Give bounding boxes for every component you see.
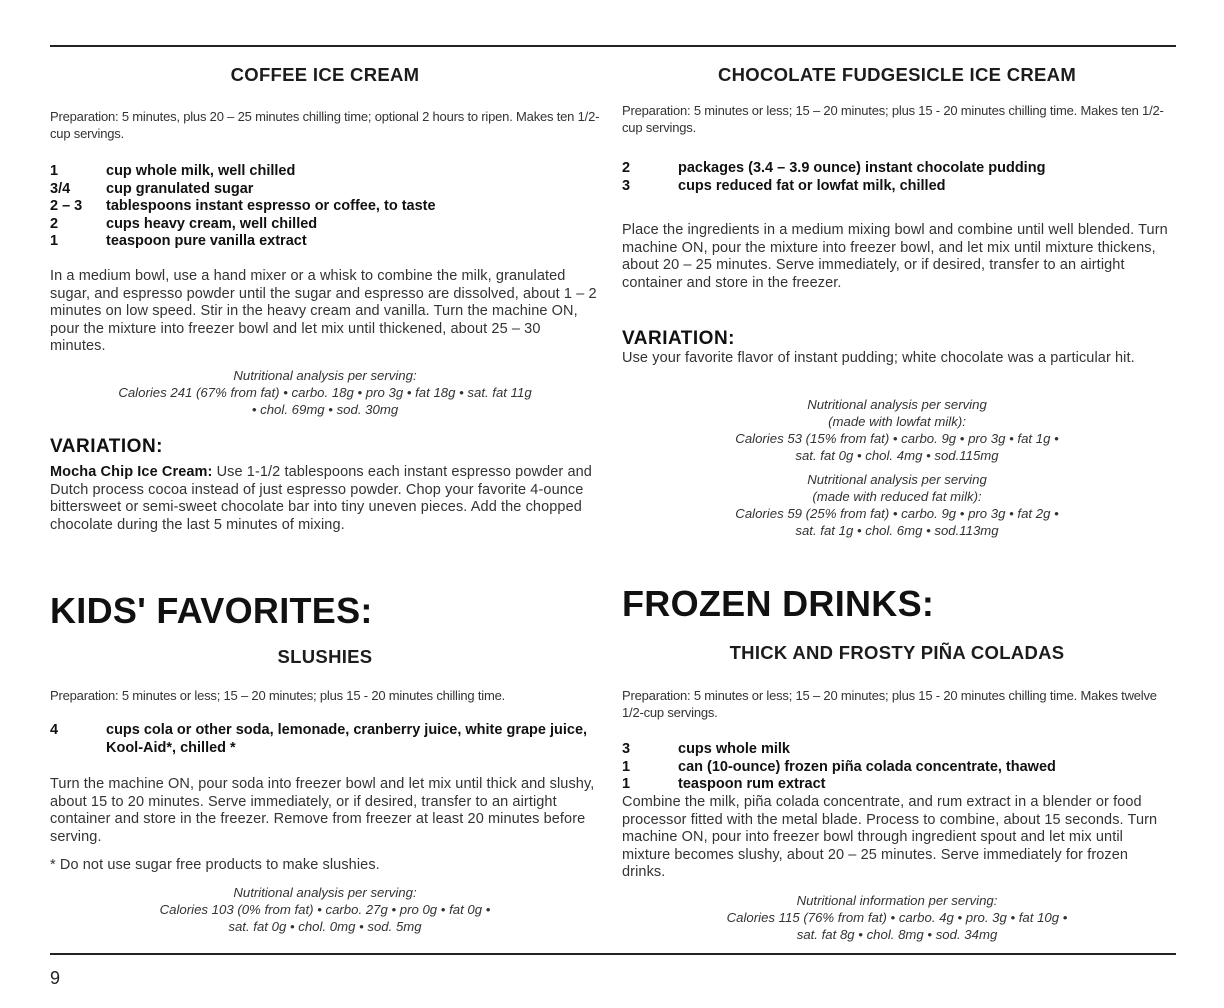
pina-coladas-prep: Preparation: 5 minutes or less; 15 – 20 minutes; plus 15 - 20 minutes chilling time. Makes twelve 1/2-cup servings. (622, 688, 1157, 720)
ingredient-row (50, 722, 600, 757)
coffee-variation-heading: VARIATION: (50, 436, 164, 457)
bottom-rule (50, 953, 1176, 955)
ingredient-item: teaspoon rum extract (678, 776, 826, 792)
ingredient-row (622, 759, 1172, 777)
coffee-prep: Preparation: 5 minutes, plus 20 – 25 minutes chilling time; optional 2 hours to ripen. Makes ten 1/2-cup servings. (50, 109, 600, 141)
ingredient-item: teaspoon pure vanilla extract (106, 233, 307, 249)
pina-coladas-ingredients (622, 741, 1172, 794)
nutrition-line: Calories 103 (0% from fat) • carbo. 27g • pro 0g • fat 0g • (159, 902, 491, 917)
ingredient-qty: 3 (622, 741, 631, 757)
ingredient-item: cups cola or other soda, lemonade, cranberry juice, white grape juice, Kool-Aid*, chilled * (106, 722, 588, 756)
variation-description: Use 1-1/2 tablespoons each instant espresso powder and Dutch process cocoa instead of just espresso powder. Chop your favorite 4-ounce bittersweet or semi-sweet chocolate bar into tiny uneven pieces. Add the chopped chocolate during the last 5 minutes of mixing. (50, 464, 592, 533)
nutrition-line: Calories 241 (67% from fat) • carbo. 18g • pro 3g • fat 18g • sat. fat 11g (118, 385, 532, 400)
ingredient-qty: 1 (622, 758, 631, 775)
ingredient-item: cups heavy cream, well chilled (106, 215, 318, 232)
fudgesicle-variation-text: Use your favorite flavor of instant pudding; white chocolate was a particular hit. (622, 350, 1135, 366)
nutrition-heading: Nutritional analysis per serving (807, 472, 987, 487)
nutrition-line: sat. fat 1g • chol. 6mg • sod.113mg (795, 523, 999, 538)
nutrition-line: • chol. 69mg • sod. 30mg (251, 402, 399, 417)
ingredient-qty: 2 – 3 (50, 198, 83, 214)
fudgesicle-variation-heading: VARIATION: (622, 328, 736, 349)
nutrition-heading: Nutritional information per serving: (796, 893, 998, 908)
slushies-nutrition (50, 884, 600, 935)
page-number: 9 (50, 968, 61, 988)
ingredient-item: cups whole milk (678, 741, 790, 757)
fudgesicle-instructions: Place the ingredients in a medium mixing bowl and combine until well blended. Turn machine ON, pour the mixture into freezer bowl, and let mix until mixture thickens, about 20 – 25 minutes. Serve immediately, or if desired, transfer to an airtight container and store in the freezer. (622, 222, 1168, 291)
nutrition-subheading: (made with reduced fat milk): (812, 489, 982, 504)
nutrition-line: sat. fat 0g • chol. 4mg • sod.115mg (795, 448, 999, 463)
coffee-ingredients (50, 163, 600, 251)
nutrition-line: sat. fat 8g • chol. 8mg • sod. 34mg (796, 927, 998, 942)
slushies-ingredients (50, 722, 600, 757)
slushies-prep: Preparation: 5 minutes or less; 15 – 20 minutes; plus 15 - 20 minutes chilling time. (50, 688, 506, 703)
right-column (622, 0, 1172, 960)
slushies-title: SLUSHIES (277, 646, 373, 667)
coffee-variation-text (50, 464, 600, 534)
left-column (50, 0, 600, 960)
nutrition-heading: Nutritional analysis per serving: (233, 885, 417, 900)
ingredient-row (622, 160, 1172, 178)
ingredient-item: cup granulated sugar (106, 180, 254, 197)
ingredient-qty: 1 (50, 163, 59, 179)
ingredient-row (622, 776, 1172, 794)
coffee-nutrition (50, 367, 600, 418)
ingredient-qty: 2 (50, 215, 59, 232)
ingredient-row (50, 198, 600, 216)
ingredient-item: tablespoons instant espresso or coffee, to taste (106, 198, 436, 214)
ingredient-qty: 4 (50, 722, 59, 738)
ingredient-row (50, 163, 600, 181)
ingredient-qty: 1 (622, 776, 631, 792)
ingredient-row (622, 741, 1172, 759)
nutrition-heading: Nutritional analysis per serving: (233, 368, 417, 383)
coffee-instructions: In a medium bowl, use a hand mixer or a whisk to combine the milk, granulated sugar, and espresso powder until the sugar and espresso are dissolved, about 1 – 2 minutes on low speed. Stir in the heavy cream and vanilla. Turn the machine ON, pour the mixture into freezer bowl and let mix until thickened, about 25 – 30 minutes. (50, 268, 597, 354)
ingredient-qty: 3 (622, 177, 631, 194)
pina-coladas-instructions: Combine the milk, piña colada concentrate, and rum extract in a blender or food processor fitted with the metal blade. Process to combine, about 15 seconds. Turn machine ON, pour into freezer bowl through ingredient spout and let mix until mixture becomes slushy, about 20 – 25 minutes. Serve immediately for frozen drinks. (622, 794, 1158, 880)
ingredient-row (50, 216, 600, 234)
ingredient-item: cups reduced fat or lowfat milk, chilled (678, 177, 946, 194)
ingredient-qty: 3/4 (50, 180, 71, 197)
pina-coladas-title: THICK AND FROSTY PIÑA COLADAS (729, 642, 1065, 663)
fudgesicle-nutrition-lowfat (622, 396, 1172, 464)
nutrition-heading: Nutritional analysis per serving (807, 397, 987, 412)
fudgesicle-prep: Preparation: 5 minutes or less; 15 – 20 minutes; plus 15 - 20 minutes chilling time. Makes ten 1/2-cup servings. (622, 103, 1164, 135)
frozen-drinks-heading: FROZEN DRINKS: (622, 583, 935, 624)
ingredient-row (622, 178, 1172, 196)
fudgesicle-title: CHOCOLATE FUDGESICLE ICE CREAM (717, 64, 1077, 85)
ingredient-item: can (10-ounce) frozen piña colada concentrate, thawed (678, 758, 1056, 775)
ingredient-row (50, 181, 600, 199)
variation-name: Mocha Chip Ice Cream: (50, 464, 213, 480)
ingredient-qty: 1 (50, 233, 59, 249)
slushies-instructions: Turn the machine ON, pour soda into freezer bowl and let mix until thick and slushy, about 15 to 20 minutes. Serve immediately, or if desired, transfer to an airtight container and store in the freezer. Remove from freezer at least 20 minutes before serving. (50, 776, 595, 845)
slushies-footnote: * Do not use sugar free products to make slushies. (50, 857, 380, 873)
ingredient-item: cup whole milk, well chilled (106, 163, 296, 179)
kids-favorites-heading: KIDS' FAVORITES: (50, 590, 373, 631)
nutrition-line: sat. fat 0g • chol. 0mg • sod. 5mg (228, 919, 422, 934)
coffee-ice-cream-title: COFFEE ICE CREAM (230, 64, 420, 85)
pina-coladas-nutrition (622, 892, 1172, 943)
ingredient-row (50, 233, 600, 251)
ingredient-qty: 2 (622, 160, 631, 176)
nutrition-line: Calories 115 (76% from fat) • carbo. 4g • pro. 3g • fat 10g • (726, 910, 1068, 925)
nutrition-subheading: (made with lowfat milk): (828, 414, 966, 429)
fudgesicle-ingredients (622, 160, 1172, 195)
nutrition-line: Calories 53 (15% from fat) • carbo. 9g • pro 3g • fat 1g • (735, 431, 1059, 446)
nutrition-line: Calories 59 (25% from fat) • carbo. 9g • pro 3g • fat 2g • (735, 506, 1059, 521)
fudgesicle-nutrition-reducedfat (622, 471, 1172, 539)
ingredient-item: packages (3.4 – 3.9 ounce) instant chocolate pudding (678, 160, 1046, 176)
